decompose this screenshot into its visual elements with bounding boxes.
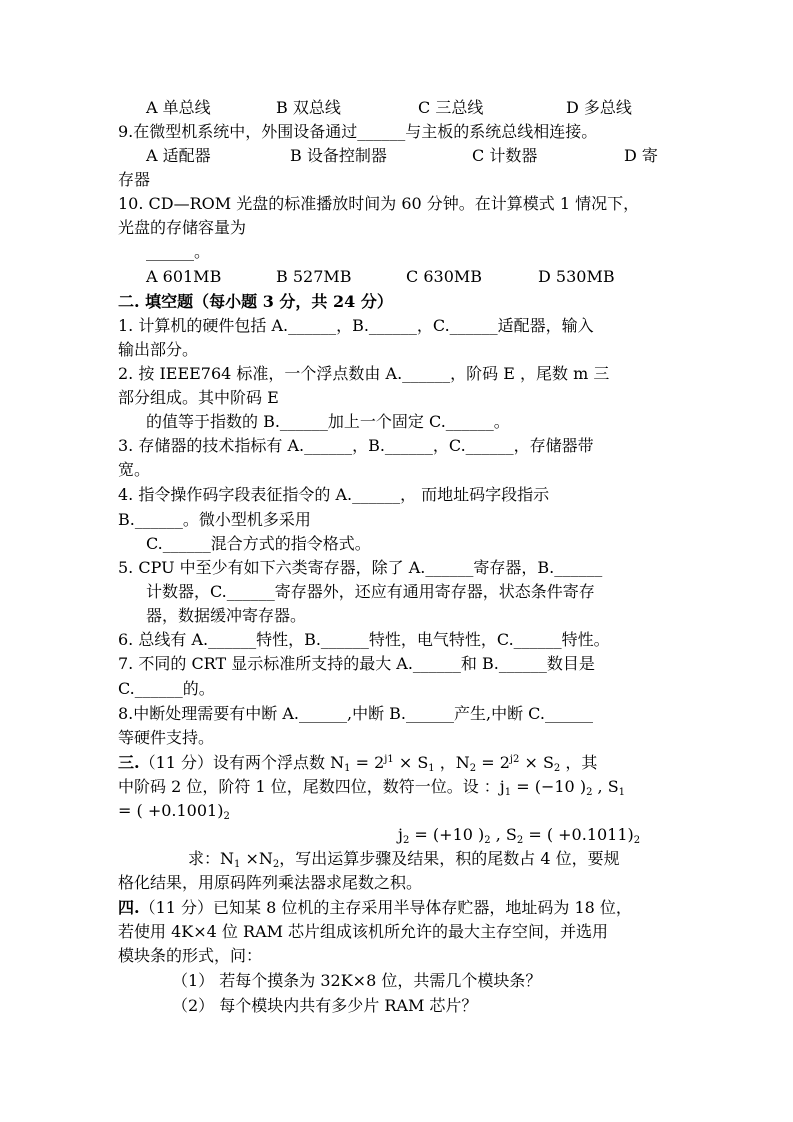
fill-line: 的值等于指数的 B.______加上一个固定 C.______。 bbox=[146, 412, 510, 431]
option-a: A 单总线 bbox=[146, 98, 211, 117]
option-a: A 601MB bbox=[146, 267, 222, 286]
section-4-item-2: （2） 每个模块内共有多少片 RAM 芯片？ bbox=[172, 996, 478, 1015]
section-4-title: 四. bbox=[118, 898, 140, 917]
question-8-options bbox=[146, 98, 706, 118]
question-9-option-d-continued: 存器 bbox=[118, 170, 151, 189]
question-9-stem: 9.在微型机系统中，外围设备通过______与主板的系统总线相连接。 bbox=[118, 122, 598, 141]
section-4-item-1: （1） 若每个摸条为 32K×8 位，共需几个模块条？ bbox=[172, 971, 542, 990]
section-2-title: 二. 填空题（每小题 3 分，共 24 分） bbox=[118, 292, 393, 311]
option-c: C 计数器 bbox=[472, 146, 538, 165]
option-d: D 多总线 bbox=[566, 98, 632, 117]
question-10-options bbox=[146, 267, 666, 287]
option-d: D 530MB bbox=[538, 267, 615, 286]
section-3-title: 三. bbox=[118, 753, 140, 772]
fill-line: 6. 总线有 A.______特性，B.______特性，电气特性，C.______特性。 bbox=[118, 630, 610, 649]
section-4-line-1: 四.（11 分）已知某 8 位机的主存采用半导体存贮器，地址码为 18 位， bbox=[118, 898, 632, 917]
fill-line: 3. 存储器的技术指标有 A.______，B.______，C.______，存储器带 bbox=[118, 436, 594, 455]
fill-line: 1. 计算机的硬件包括 A.______，B.______，C.______适配器，输入 bbox=[118, 316, 594, 335]
fill-line: 2. 按 IEEE764 标准，一个浮点数由 A.______，阶码 E ，尾数 m 三 bbox=[118, 364, 610, 383]
section-3-line-3: = ( $+0.1001)_2$ bbox=[118, 801, 230, 822]
question-10-line-3: ______。 bbox=[146, 242, 211, 261]
section-3-line-6: 格化结果，用原码阵列乘法器求尾数之积。 bbox=[118, 873, 423, 892]
fill-line: 计数器，C.______寄存器外，还应有通用寄存器，状态条件寄存 bbox=[146, 582, 595, 601]
question-10-line-1: 10. CD—ROM 光盘的标准播放时间为 60 分钟。在计算模式 1 情况下， bbox=[118, 194, 640, 213]
section-3-line-1: 三.（11 分）设有两个浮点数 $N_1 = 2^{j1} \times S_1$ ，$N_2 = 2^{j2} \times S_2$ ，其 bbox=[118, 753, 598, 774]
fill-line: B.______。微小型机多采用 bbox=[118, 510, 311, 529]
fill-line: C.______的。 bbox=[118, 679, 215, 698]
fill-line: 宽。 bbox=[118, 460, 151, 479]
fill-line: C.______混合方式的指令格式。 bbox=[146, 534, 371, 553]
fill-line: 等硬件支持。 bbox=[118, 728, 215, 747]
section-4-line-3: 模块条的形式，问： bbox=[118, 946, 263, 965]
option-b: B 527MB bbox=[276, 267, 352, 286]
option-a: A 适配器 bbox=[146, 146, 211, 165]
fill-line: 5. CPU 中至少有如下六类寄存器，除了 A.______寄存器，B.______ bbox=[118, 558, 603, 577]
option-d: D 寄 bbox=[624, 146, 658, 165]
question-10-line-2: 光盘的存储容量为 bbox=[118, 218, 247, 237]
option-b: B 双总线 bbox=[276, 98, 341, 117]
option-c: C 三总线 bbox=[418, 98, 484, 117]
fill-line: 4. 指令操作码字段表征指令的 A.______， 而地址码字段指示 bbox=[118, 485, 550, 504]
section-3-line-5: 求：$N_1 \times N_2$，写出运算步骤及结果，积的尾数占 4 位，要规 bbox=[188, 849, 620, 870]
question-9-options bbox=[146, 146, 676, 166]
option-b: B 设备控制器 bbox=[290, 146, 387, 165]
fill-line: 8.中断处理需要有中断 A.______,中断 B.______产生,中断 C.______ bbox=[118, 704, 593, 723]
fill-line: 部分组成。其中阶码 E bbox=[118, 388, 279, 407]
section-4-line-2: 若使用 4K×4 位 RAM 芯片组成该机所允许的最大主存空间，并选用 bbox=[118, 922, 609, 941]
fill-line: 7. 不同的 CRT 显示标准所支持的最大 A.______和 B.______数目是 bbox=[118, 654, 595, 673]
fill-line: 输出部分。 bbox=[118, 340, 199, 359]
section-3-line-2: 中阶码 2 位，阶符 1 位，尾数四位，数符一位。设 ：$j_1 = (-10$ )$_2$ , $S_1$ bbox=[118, 777, 626, 798]
section-3-line-4: $j_2 = (+10$ )$_2$ , $S_2$ = ( $+0.1011)_2$ bbox=[398, 825, 641, 846]
option-c: C 630MB bbox=[406, 267, 483, 286]
fill-line: 器，数据缓冲寄存器。 bbox=[146, 606, 307, 625]
